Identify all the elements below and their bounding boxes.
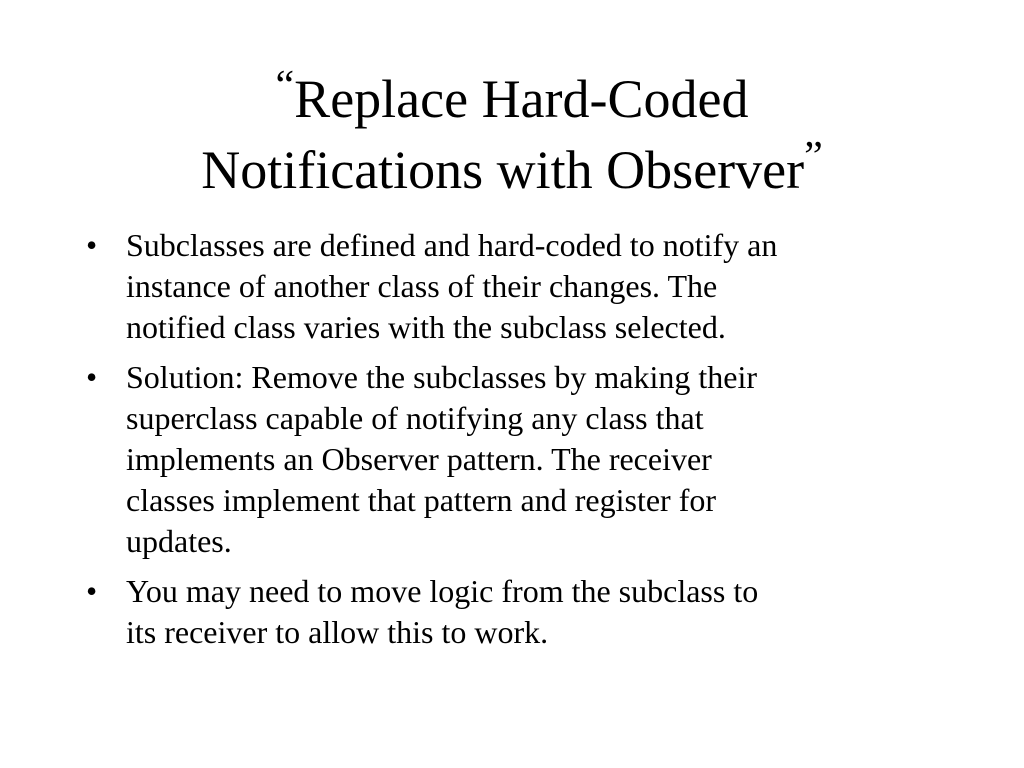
title-line-2-text: Notifications with Observer <box>201 140 805 200</box>
bullet-icon: • <box>86 573 98 609</box>
bullet-text <box>126 357 946 562</box>
title-line-1 <box>60 63 964 137</box>
bullet-line: updates. <box>126 523 232 559</box>
bullet-line: notified class varies with the subclass selected. <box>126 309 726 345</box>
bullet-line: superclass capable of notifying any class that <box>126 400 704 436</box>
bullet-line: implements an Observer pattern. The receiver <box>126 441 712 477</box>
bullet-line: Subclasses are defined and hard-coded to notify an <box>126 227 778 263</box>
bullet-line: Solution: Remove the subclasses by making their <box>126 359 758 395</box>
bullet-icon: • <box>86 227 98 263</box>
bullet-line: classes implement that pattern and register for <box>126 482 717 518</box>
bullet-icon: • <box>86 359 98 395</box>
bullet-line: instance of another class of their changes. The <box>126 268 718 304</box>
slide-title <box>60 63 964 208</box>
title-open-quote: “ <box>275 63 295 109</box>
title-close-quote: ” <box>804 134 823 180</box>
title-line-2 <box>60 134 964 208</box>
bullet-line: You may need to move logic from the subclass to <box>126 573 759 609</box>
bullet-text <box>126 225 946 348</box>
bullet-list <box>86 225 946 662</box>
bullet-line: its receiver to allow this to work. <box>126 614 549 650</box>
bullet-item-3 <box>86 571 946 653</box>
bullet-item-1 <box>86 225 946 348</box>
bullet-text <box>126 571 946 653</box>
title-line-1-text: Replace Hard-Coded <box>294 69 749 129</box>
bullet-item-2 <box>86 357 946 562</box>
